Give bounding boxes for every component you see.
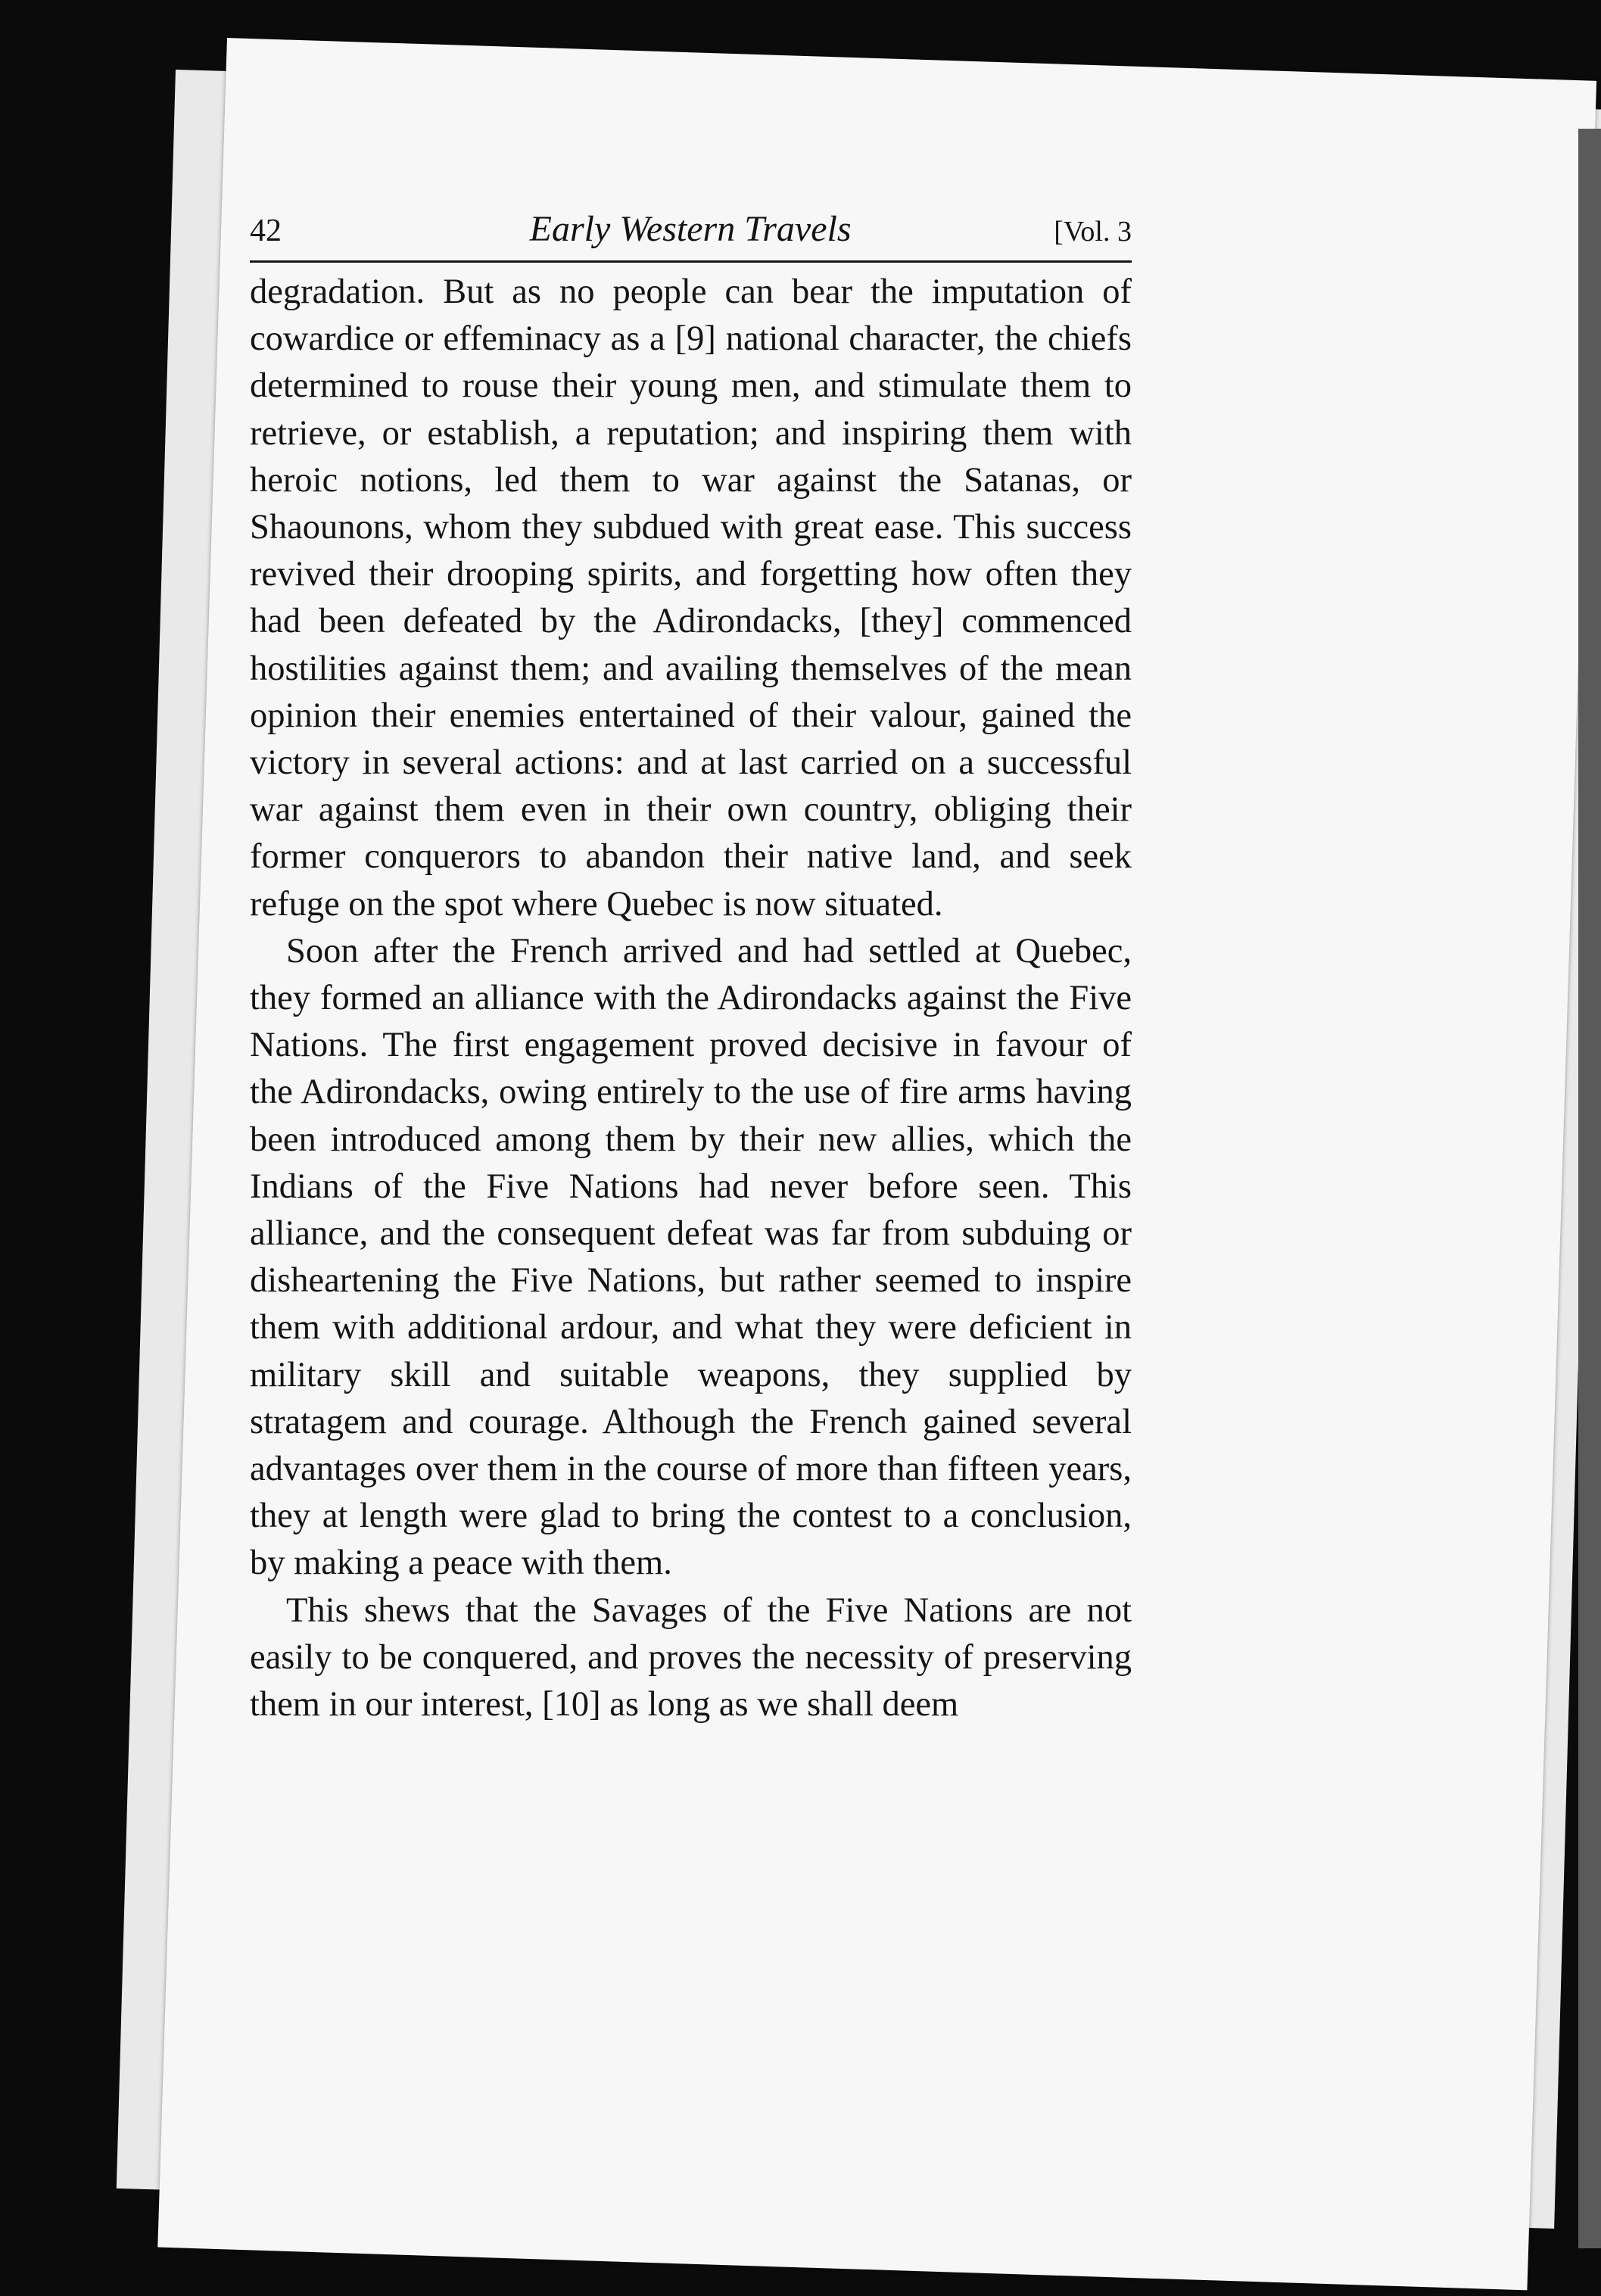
- volume-label: [Vol. 3: [1054, 216, 1132, 248]
- page-content: [250, 208, 1132, 1728]
- paragraph: This shews that the Savages of the Five Nations are not easily to be conquered, and proves the necessity of preserving them in our interest, [10] as long as we shall deem: [250, 1590, 1132, 1724]
- paragraph: degradation. But as no people can bear the imputation of cowardice or effeminacy as a [9] national character, the chiefs determined to rouse their young men, and stimulate them to retrieve, or establish, a reputation; and inspiring them with heroic notions, led them to war against the Satanas, or Shaounons, whom they subdued with great ease. This success revived their drooping spirits, and forgetting how often they had been defeated by the Adirondacks, [they] commenced hostilities against them; and availing themselves of the mean opinion their enemies entertained of their valour, gained the victory in several actions: and at last carried on a successful war against them even in their own country, obliging their former conquerors to abandon their native land, and seek refuge on the spot where Quebec is now situated.: [250, 273, 1132, 924]
- running-header: [250, 208, 1132, 263]
- page-number: 42: [250, 213, 282, 248]
- paragraph: Soon after the French arrived and had settled at Quebec, they formed an alliance with the Adirondacks against the Five Nations. The first engagement proved decisive in favour of the Adirondacks, owing entirely to the use of fire arms having been introduced among them by their new allies, which the Indians of the Five Nations had never before seen. This alliance, and the consequent defeat was far from subduing or disheartening the Five Nations, but rather seemed to inspire them with additional ardour, and what they were deficient in military skill and suitable weapons, they supplied by stratagem and courage. Although the French gained several advantages over them in the course of more than fifteen years, they at length were glad to bring the contest to a conclusion, by making a peace with them.: [250, 931, 1132, 1583]
- running-title: Early Western Travels: [529, 209, 852, 249]
- facing-page-edge: [1578, 129, 1601, 2248]
